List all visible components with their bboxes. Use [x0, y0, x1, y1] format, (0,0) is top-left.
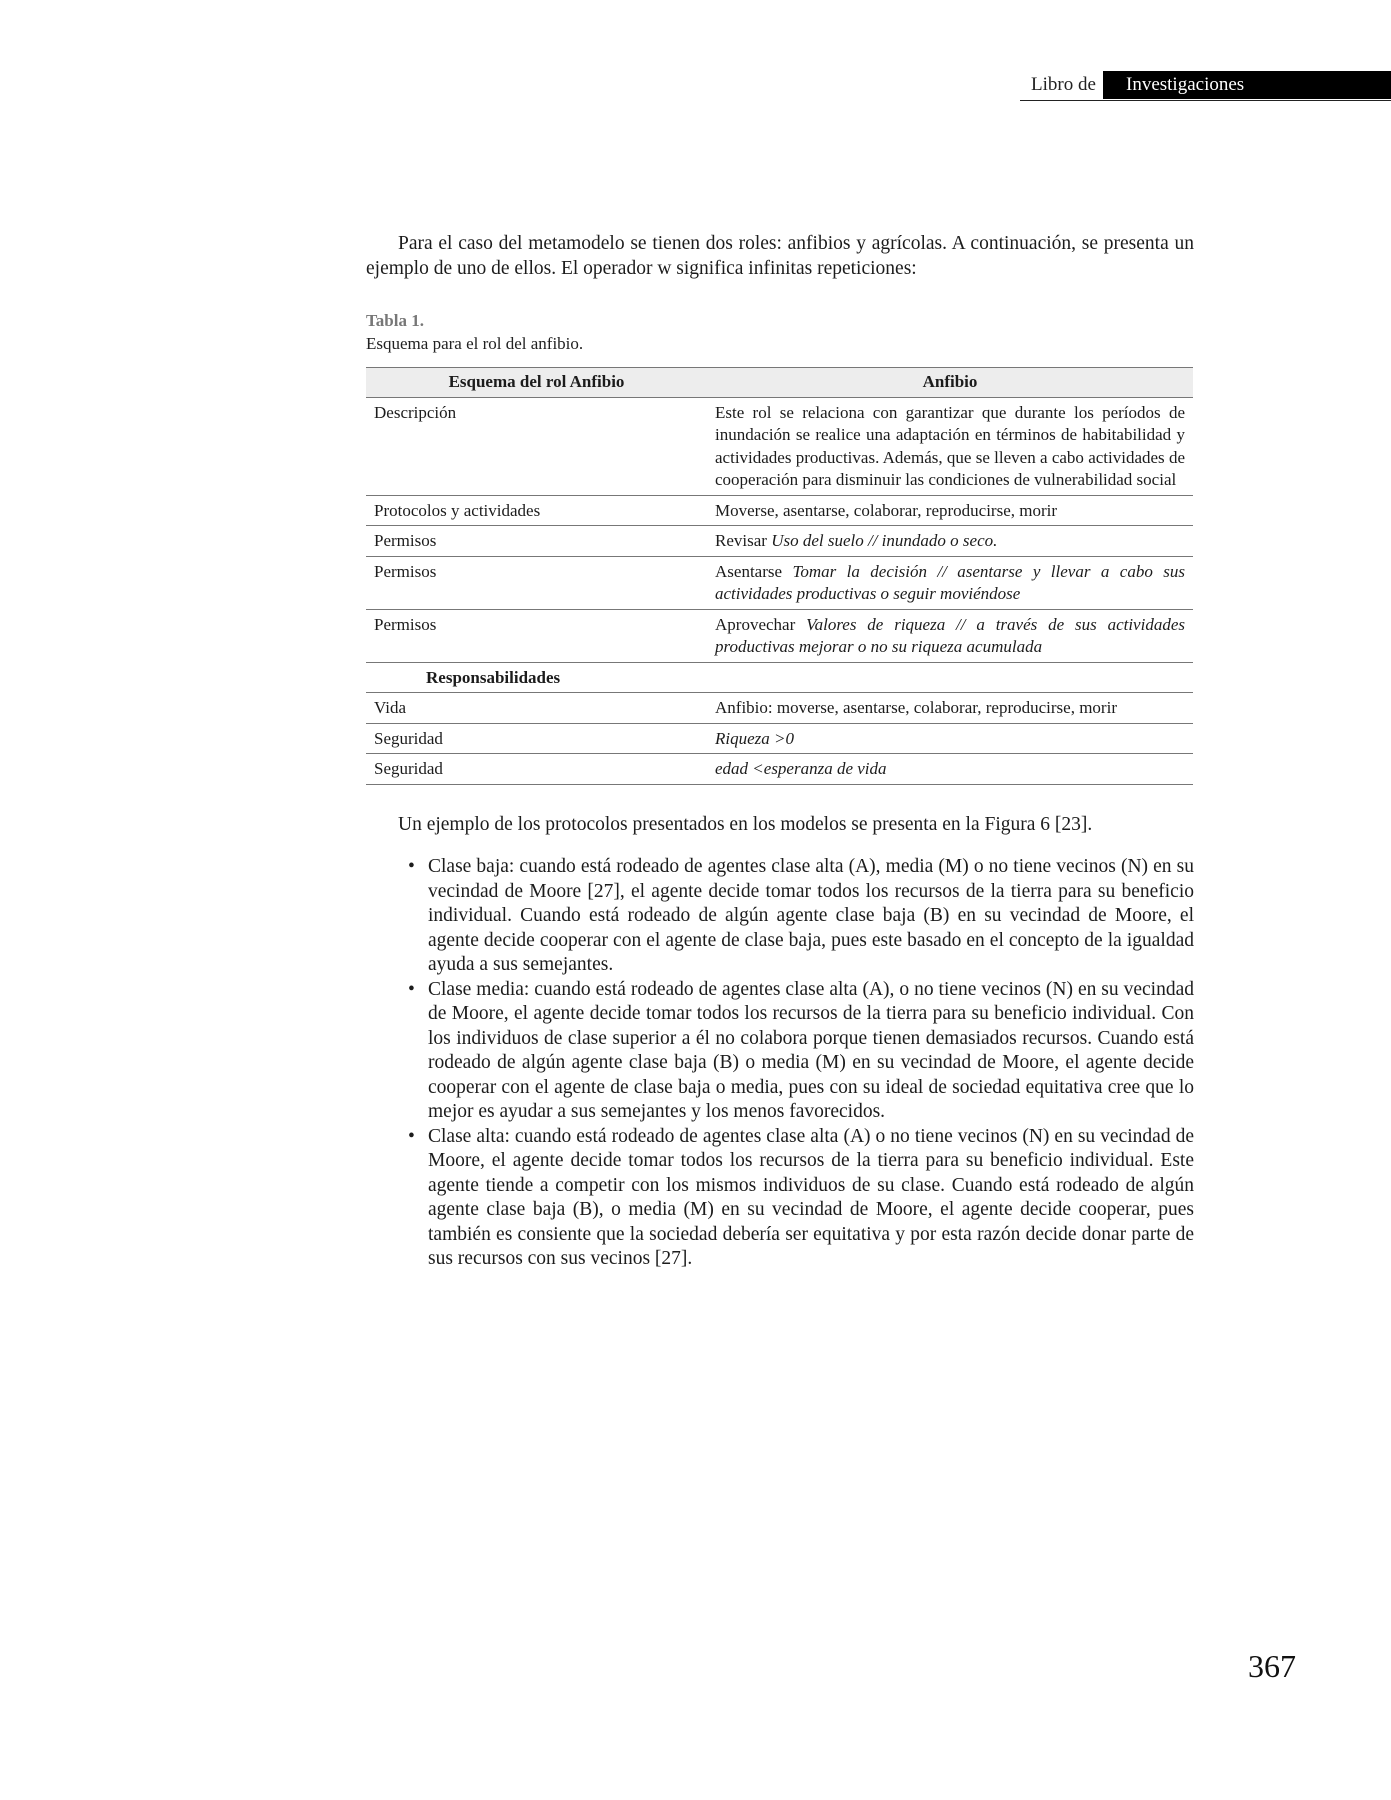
row-value: [707, 495, 1193, 526]
table-row: [366, 693, 1193, 724]
row-value-prefix: Aprovechar: [715, 614, 807, 634]
header-black-band: [1103, 71, 1391, 99]
header-left-text: Libro de: [1031, 74, 1096, 95]
responsibilities-header-row: [366, 662, 1193, 693]
table-caption: [366, 309, 1194, 355]
bullet-marker: •: [408, 978, 415, 1000]
row-value-text: Uso del suelo // inundado o seco.: [771, 531, 998, 550]
row-value: [707, 609, 1193, 662]
table-label: Tabla 1.: [366, 311, 424, 330]
responsibilities-heading: Responsabilidades: [366, 662, 707, 693]
row-value: Anfibio: moverse, asentarse, colaborar, reproducirse, morir: [707, 693, 1193, 724]
intro-paragraph: Para el caso del metamodelo se tienen dos roles: anfibios y agrícolas. A continuación, se presenta un ejemplo de uno de ellos. El operador w significa infinitas repeticiones:: [366, 233, 1194, 279]
table-row: [366, 609, 1193, 662]
list-item-text: Clase baja: cuando está rodeado de agentes clase alta (A), media (M) o no tiene vecinos (N) en su vecindad de Moore [27], el agente decide tomar todos los recursos de la tierra para su beneficio individual. Cuando está rodeado de algún agente clase baja (B) en su vecindad de Moore, el agente decide cooperar con el agente de clase baja, pues este basado en el concepto de la igualdad ayuda a sus semejantes.: [428, 856, 1194, 975]
row-value: [707, 526, 1193, 557]
table-row: [366, 556, 1193, 609]
example-paragraph: Un ejemplo de los protocolos presentados en los modelos se presenta en la Figura 6 [23].: [398, 813, 1093, 835]
row-value: edad <esperanza de vida: [707, 754, 1193, 785]
row-key: Vida: [366, 693, 707, 724]
bullet-marker: •: [408, 856, 415, 877]
row-value-text: Tomar la decisión // asentarse y llevar a cabo sus actividades productivas o seguir moviéndose: [715, 561, 1185, 603]
row-value: Riqueza >0: [707, 723, 1193, 754]
row-key: Descripción: [366, 397, 707, 495]
row-value: [707, 556, 1193, 609]
table-caption-text: Esquema para el rol del anfibio.: [366, 334, 584, 353]
row-value-prefix: Revisar: [715, 531, 772, 550]
bullet-list: [366, 855, 1194, 1272]
page-content: [366, 232, 1194, 1272]
row-key: Permisos: [366, 556, 707, 609]
table-row: [366, 397, 1193, 495]
empty-cell: [707, 662, 1193, 693]
table-row: [366, 754, 1193, 785]
row-value-text: Este rol se relaciona con garantizar que durante los períodos de inundación se realice una adaptación en términos de habitabilidad y actividades productivas. Además, que se lleven a cabo actividades de cooperación para disminuir las condiciones de vulnerabilidad social: [715, 402, 1185, 489]
table-row: [366, 723, 1193, 754]
list-item: [408, 855, 1194, 978]
list-item-text: Clase alta: cuando está rodeado de agentes clase alta (A) o no tiene vecinos (N) en su vecindad de Moore, el agente decide tomar todos los recursos de la tierra para su beneficio individual. Este agente tiende a competir con los mismos individuos de su clase. Cuando está rodeado de algún agente clase baja (B), o media (M) en su vecindad de Moore, el agente decide cooperar, pues también es consiente que la sociedad debería ser equitativa y por esta razón decide donar parte de sus recursos con sus vecinos [27].: [428, 1125, 1194, 1269]
row-value-text: Moverse, asentarse, colaborar, reproducirse, morir: [715, 500, 1058, 520]
table-row: [366, 495, 1193, 526]
list-item-text: Clase media: cuando está rodeado de agentes clase alta (A), o no tiene vecinos (N) en su vecindad de Moore, el agente decide tomar todos los recursos de la tierra para su beneficio individual. Con los individuos de clase superior a él no colabora porque tienen demasiados recursos. Cuando está rodeado de algún agente clase baja (B) o media (M) en su vecindad de Moore, el agente decide cooperar con el agente de clase baja o media, pues con su ideal de sociedad equitativa cree que lo mejor es ayudar a sus semejantes y los menos favorecidos.: [428, 978, 1194, 1122]
row-key: Seguridad: [366, 723, 707, 754]
row-value-text: Valores de riqueza // a través de sus actividades productivas mejorar o no su riqueza acumulada: [715, 614, 1185, 656]
list-item: [408, 1125, 1194, 1272]
row-key: Permisos: [366, 526, 707, 557]
table-header-row: [366, 368, 1193, 398]
page-number: 367: [1248, 1648, 1296, 1684]
row-key: Permisos: [366, 609, 707, 662]
role-schema-table: [366, 367, 1193, 785]
list-item: [408, 978, 1194, 1125]
row-value-prefix: Asentarse: [715, 561, 793, 581]
running-header: [1020, 71, 1391, 101]
header-right-text: Investigaciones: [1126, 74, 1245, 95]
table-col2-header: Anfibio: [707, 368, 1193, 398]
table-row: [366, 526, 1193, 557]
table-col1-header: Esquema del rol Anfibio: [366, 368, 707, 398]
row-key: Protocolos y actividades: [366, 495, 707, 526]
row-value: [707, 397, 1193, 495]
row-key: Seguridad: [366, 754, 707, 785]
bullet-marker: •: [408, 1125, 415, 1147]
